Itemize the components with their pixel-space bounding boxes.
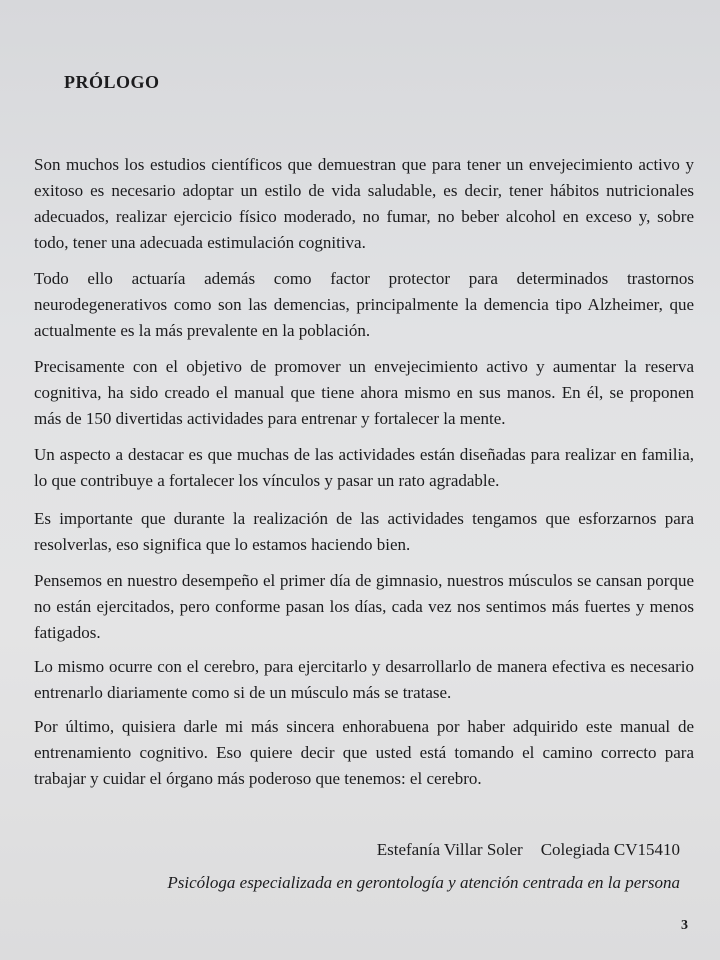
paragraph-1: Son muchos los estudios científicos que demuestran que para tener un envejecimiento activo y exitoso es necesario adoptar un estilo de vida saludable, es decir, tener hábitos nutricionales adecuados, realizar ejercicio físico moderado, no fumar, no beber alcohol en exceso y, sobre todo, tener una adecuada estimulación cognitiva. [34,155,694,252]
author-name: Estefanía Villar Soler [376,840,523,859]
paragraph-8: Por último, quisiera darle mi más sincera enhorabuena por haber adquirido este manual de entrenamiento cognitivo. Eso quiere decir que usted está tomando el camino correcto para trabajar y cuidar el órgano más poderoso que tenemos: el cerebro. [34,717,694,788]
paragraph-3: Precisamente con el objetivo de promover un envejecimiento activo y aumentar la reserva cognitiva, ha sido creado el manual que tiene ahora mismo en sus manos. En él, se proponen más de 150 divertidas actividades para entrenar y fortalecer la mente. [34,357,694,428]
page-number: 3 [681,918,688,933]
author-role: Psicóloga especializada en gerontología y atención centrada en la persona [167,873,680,892]
paragraph-5: Es importante que durante la realización de las actividades tengamos que esforzarnos para resolverlas, eso significa que lo estamos haciendo bien. [34,509,694,554]
paragraph-7: Lo mismo ocurre con el cerebro, para ejercitarlo y desarrollarlo de manera efectiva es necesario entrenarlo diariamente como si de un músculo más se tratase. [34,657,694,702]
paragraph-2: Todo ello actuaría además como factor protector para determinados trastornos neurodegenerativos como son las demencias, principalmente la demencia tipo Alzheimer, que actualmente es la más prevalente en la población. [34,269,694,340]
registration-number: Colegiada CV15410 [540,840,680,859]
paragraph-6: Pensemos en nuestro desempeño el primer día de gimnasio, nuestros músculos se cansan porque no están ejercitados, pero conforme pasan los días, cada vez nos sentimos más fuertes y menos fatigados. [34,571,694,642]
paragraph-4: Un aspecto a destacar es que muchas de las actividades están diseñadas para realizar en familia, lo que contribuye a fortalecer los vínculos y pasar un rato agradable. [34,445,694,490]
page-title: PRÓLOGO [64,72,160,92]
signature-line [377,840,680,860]
